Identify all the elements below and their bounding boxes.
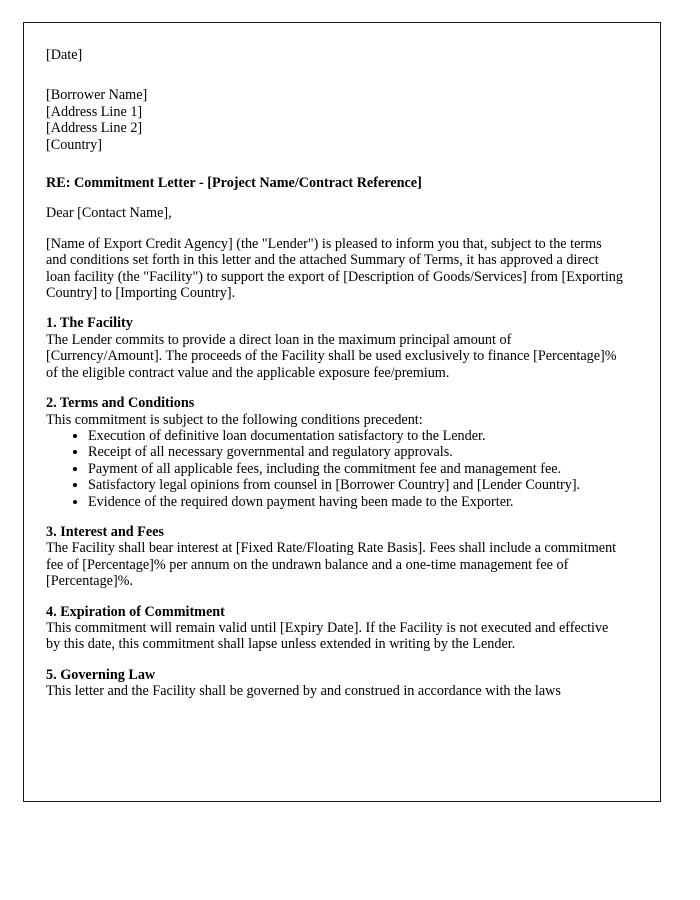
section-heading-governing-law: 5. Governing Law [46,666,156,683]
list-item: • Satisfactory legal opinions from counsel in [Borrower Country] and [Lender Country]. [88,477,624,493]
list-item: • Payment of all applicable fees, including the commitment fee and management fee. [88,461,624,477]
section-body-terms-and-conditions: This commitment is subject to the following conditions precedent: [46,411,423,428]
section-body-interest-and-fees: The Facility shall bear interest at [Fixed Rate/Floating Rate Basis]. Fees shall include a commitment fee of [Percentage]% per annum on the undrawn balance and a one-time management fee of [Percentage]%. [46,540,617,590]
section-terms-and-conditions [46,395,624,428]
list-item: • Execution of definitive loan documentation satisfactory to the Lender. [88,428,624,444]
section-the-facility [46,315,624,381]
document-page [23,22,661,802]
section-heading-expiration-of-commitment: 4. Expiration of Commitment [46,603,225,620]
address-line-borrower-name: [Borrower Name] [46,87,148,104]
subject-line: RE: Commitment Letter - [Project Name/Contract Reference] [46,175,422,192]
section-heading-terms-and-conditions: 2. Terms and Conditions [46,395,195,412]
section-heading-the-facility: 1. The Facility [46,315,133,332]
list-item: • Evidence of the required down payment having been made to the Exporter. [88,494,624,510]
recipient-address-block [46,87,624,153]
intro-paragraph: [Name of Export Credit Agency] (the "Lender") is pleased to inform you that, subject to the terms and conditions set forth in this letter and the attached Summary of Terms, it has approved a direct loan facility (the "Facility") to support the export of [Description of Goods/Services] from [Exporting Country] to [Importing Country]. [46,235,623,302]
conditions-precedent-list [46,428,624,510]
section-body-expiration-of-commitment: This commitment will remain valid until [Expiry Date]. If the Facility is not executed and effective by this date, this commitment shall lapse unless extended in writing by the Lender. [46,619,609,653]
section-expiration-of-commitment [46,604,624,653]
address-line-country: [Country] [46,136,102,153]
address-line-1: [Address Line 1] [46,103,143,120]
section-body-governing-law: This letter and the Facility shall be governed by and construed in accordance with the laws [46,683,561,700]
date-placeholder: [Date] [46,47,83,63]
list-item: • Receipt of all necessary governmental and regulatory approvals. [88,444,624,460]
date-block [46,47,624,63]
section-interest-and-fees [46,524,624,590]
document-body [24,23,660,700]
salutation: Dear [Contact Name], [46,205,172,222]
address-line-2: [Address Line 2] [46,120,143,137]
section-governing-law [46,667,624,700]
section-heading-interest-and-fees: 3. Interest and Fees [46,523,164,540]
section-body-the-facility: The Lender commits to provide a direct loan in the maximum principal amount of [Currency/Amount]. The proceeds of the Facility shall be used exclusively to finance [Percentage]% of the eligible contract value and the applicable exposure fee/premium. [46,331,617,381]
